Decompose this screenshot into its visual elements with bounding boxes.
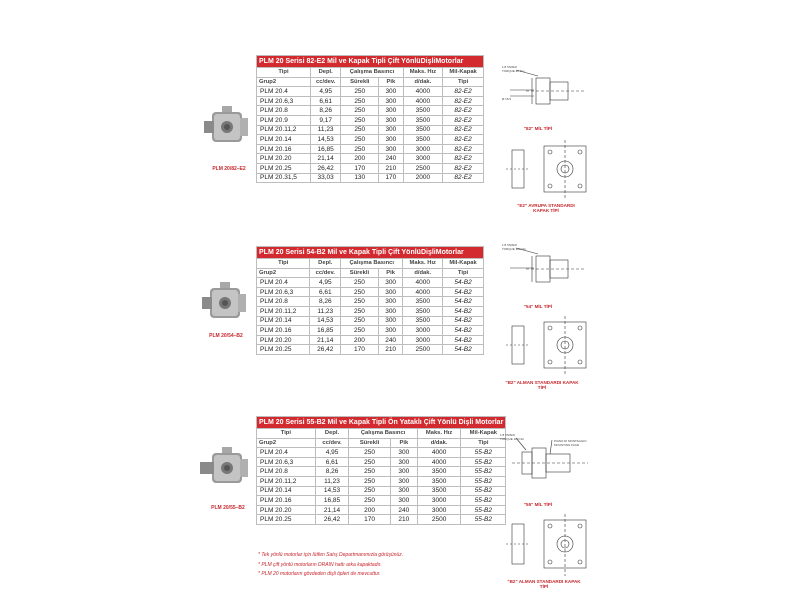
cell-maks-hiz: 3500 bbox=[403, 106, 443, 116]
cell-maks-hiz: 3000 bbox=[403, 326, 443, 336]
cell-tipi: PLM 20.8 bbox=[257, 106, 311, 116]
cell-pik: 300 bbox=[378, 278, 403, 288]
table-title: PLM 20 Serisi 55-B2 Mil ve Kapak Tipli Ön Yataklı Çift Yönlü Dişli Motorlar bbox=[257, 417, 506, 429]
cell-mil-kapak: 54-B2 bbox=[443, 316, 484, 326]
table-row bbox=[257, 345, 484, 355]
cell-maks-hiz: 3000 bbox=[403, 335, 443, 345]
table-row bbox=[257, 496, 506, 506]
cell-depl: 8,26 bbox=[310, 297, 341, 307]
cell-mil-kapak: 55-B2 bbox=[461, 486, 506, 496]
cell-tipi: PLM 20.11,2 bbox=[257, 476, 316, 486]
cell-mil-kapak: 82-E2 bbox=[443, 106, 484, 116]
cell-depl: 33,03 bbox=[310, 173, 340, 183]
cell-pik: 300 bbox=[390, 457, 417, 467]
cell-surekli: 250 bbox=[349, 448, 391, 458]
table-row bbox=[257, 135, 484, 145]
col-pik: Pik bbox=[379, 77, 404, 87]
cell-maks-hiz: 3000 bbox=[403, 154, 443, 164]
col-mil: Mil-Kapak bbox=[443, 68, 484, 78]
group-label: Grup2 bbox=[257, 438, 316, 448]
cell-depl: 8,26 bbox=[310, 106, 340, 116]
cell-maks-hiz: 3500 bbox=[403, 135, 443, 145]
cell-depl: 21,14 bbox=[315, 505, 349, 515]
table-row bbox=[257, 154, 484, 164]
cell-depl: 6,61 bbox=[310, 287, 341, 297]
cell-pik: 300 bbox=[390, 496, 417, 506]
cell-tipi: PLM 20.6,3 bbox=[257, 96, 311, 106]
cell-depl: 11,23 bbox=[310, 125, 340, 135]
cell-surekli: 170 bbox=[349, 515, 391, 525]
cell-depl: 16,85 bbox=[310, 326, 341, 336]
cell-surekli: 200 bbox=[349, 505, 391, 515]
cell-surekli: 250 bbox=[341, 87, 379, 97]
cell-tipi: PLM 20.11,2 bbox=[257, 306, 310, 316]
cell-maks-hiz: 2500 bbox=[417, 515, 461, 525]
cell-tipi: PLM 20.4 bbox=[257, 448, 316, 458]
cell-tipi: PLM 20.16 bbox=[257, 144, 311, 154]
table-row bbox=[257, 144, 484, 154]
shaft-drawing-54 bbox=[496, 238, 592, 304]
motor-photo-82-e2 bbox=[198, 104, 254, 150]
col-calisma: Çalışma Basıncı bbox=[341, 259, 403, 269]
table-row bbox=[257, 87, 484, 97]
col-surekli: Sürekli bbox=[341, 77, 379, 87]
motor-photo-label: PLM 20/54–B2 bbox=[209, 333, 243, 339]
cell-depl: 26,42 bbox=[310, 163, 340, 173]
table-row bbox=[257, 335, 484, 345]
cover-drawing-e2 bbox=[500, 136, 600, 202]
cover-caption: "E2" AVRUPA STANDARDI KAPAK TİPİ bbox=[517, 203, 575, 213]
svg-text:MOUNTING FACE: MOUNTING FACE bbox=[554, 443, 580, 447]
table-row bbox=[257, 96, 484, 106]
cell-tipi: PLM 20.14 bbox=[257, 486, 316, 496]
col-surekli: Sürekli bbox=[349, 438, 391, 448]
cell-depl: 14,53 bbox=[310, 316, 341, 326]
cell-maks-hiz: 3500 bbox=[417, 476, 461, 486]
cell-tipi: PLM 20.6,3 bbox=[257, 457, 316, 467]
cell-surekli: 250 bbox=[349, 476, 391, 486]
col-tipi2: Tipi bbox=[443, 268, 484, 278]
table-row bbox=[257, 125, 484, 135]
cell-surekli: 250 bbox=[341, 96, 379, 106]
table-row bbox=[257, 163, 484, 173]
cell-tipi: PLM 20.20 bbox=[257, 154, 311, 164]
shaft-drawing-55 bbox=[496, 428, 596, 502]
cell-tipi: PLM 20.14 bbox=[257, 135, 311, 145]
cell-maks-hiz: 3000 bbox=[417, 505, 461, 515]
cell-pik: 240 bbox=[379, 154, 404, 164]
table-row bbox=[257, 515, 506, 525]
motor-photo-55-b2 bbox=[198, 445, 254, 491]
cell-surekli: 250 bbox=[349, 457, 391, 467]
cell-pik: 300 bbox=[379, 96, 404, 106]
cell-tipi: PLM 20.9 bbox=[257, 115, 311, 125]
cell-depl: 11,23 bbox=[310, 306, 341, 316]
cell-tipi: PLM 20.4 bbox=[257, 87, 311, 97]
cell-maks-hiz: 2500 bbox=[403, 345, 443, 355]
cell-pik: 210 bbox=[379, 163, 404, 173]
cell-surekli: 250 bbox=[341, 287, 379, 297]
table-row bbox=[257, 448, 506, 458]
cell-mil-kapak: 82-E2 bbox=[443, 163, 484, 173]
table-row bbox=[257, 306, 484, 316]
cell-depl: 6,61 bbox=[310, 96, 340, 106]
cell-depl: 16,85 bbox=[315, 496, 349, 506]
svg-text:TORQUE 100 Nm: TORQUE 100 Nm bbox=[502, 247, 527, 251]
cell-surekli: 130 bbox=[341, 173, 379, 183]
spec-table-82-e2 bbox=[256, 55, 484, 183]
cell-mil-kapak: 54-B2 bbox=[443, 326, 484, 336]
table-title: PLM 20 Serisi 54-B2 Mil ve Kapak Tipli Çift YönlüDişliMotorlar bbox=[257, 247, 484, 259]
col-maks: Maks. Hız bbox=[403, 259, 443, 269]
cell-maks-hiz: 3000 bbox=[403, 144, 443, 154]
cover-caption: "B2" ALMAN STANDARDI KAPAK TİPİ bbox=[505, 380, 579, 390]
cell-surekli: 250 bbox=[341, 316, 379, 326]
cell-depl: 26,42 bbox=[315, 515, 349, 525]
svg-text:TORQUE 100 Nm: TORQUE 100 Nm bbox=[500, 437, 525, 441]
cell-mil-kapak: 82-E2 bbox=[443, 144, 484, 154]
cell-maks-hiz: 2000 bbox=[403, 173, 443, 183]
table-row bbox=[257, 326, 484, 336]
cell-maks-hiz: 3500 bbox=[417, 486, 461, 496]
group-label: Grup2 bbox=[257, 77, 311, 87]
cell-pik: 300 bbox=[390, 467, 417, 477]
cell-tipi: PLM 20.31,5 bbox=[257, 173, 311, 183]
col-depl: Depl. bbox=[315, 429, 349, 439]
svg-text:TORQUE 20 Nm: TORQUE 20 Nm bbox=[502, 69, 525, 73]
cell-tipi: PLM 20.8 bbox=[257, 467, 316, 477]
cover-caption: "B2" ALMAN STANDARDI KAPAK TİPİ bbox=[507, 579, 581, 589]
cell-surekli: 250 bbox=[341, 326, 379, 336]
cell-pik: 300 bbox=[378, 306, 403, 316]
table-title: PLM 20 Serisi 82-E2 Mil ve Kapak Tipli Çift YönlüDişliMotorlar bbox=[257, 56, 484, 68]
cell-surekli: 250 bbox=[349, 467, 391, 477]
cell-mil-kapak: 54-B2 bbox=[443, 297, 484, 307]
cell-tipi: PLM 20.4 bbox=[257, 278, 310, 288]
cell-maks-hiz: 3500 bbox=[403, 306, 443, 316]
cell-surekli: 250 bbox=[341, 144, 379, 154]
cell-mil-kapak: 55-B2 bbox=[461, 467, 506, 477]
cell-maks-hiz: 4000 bbox=[403, 96, 443, 106]
cell-pik: 170 bbox=[379, 173, 404, 183]
cell-depl: 16,85 bbox=[310, 144, 340, 154]
col-maks: Maks. Hız bbox=[417, 429, 461, 439]
cell-maks-hiz: 3500 bbox=[403, 115, 443, 125]
cell-mil-kapak: 54-B2 bbox=[443, 278, 484, 288]
cell-depl: 4,95 bbox=[310, 87, 340, 97]
cell-tipi: PLM 20.20 bbox=[257, 505, 316, 515]
cell-surekli: 250 bbox=[341, 297, 379, 307]
cell-depl: 4,95 bbox=[310, 278, 341, 288]
cell-mil-kapak: 55-B2 bbox=[461, 515, 506, 525]
col-tipi: Tipi bbox=[257, 68, 311, 78]
table-row bbox=[257, 278, 484, 288]
cell-pik: 300 bbox=[379, 144, 404, 154]
table-row bbox=[257, 173, 484, 183]
cell-tipi: PLM 20.25 bbox=[257, 163, 311, 173]
cell-depl: 6,61 bbox=[315, 457, 349, 467]
col-pik: Pik bbox=[390, 438, 417, 448]
cell-maks-hiz: 4000 bbox=[403, 278, 443, 288]
motor-photo-54-b2 bbox=[196, 280, 252, 326]
cell-mil-kapak: 55-B2 bbox=[461, 496, 506, 506]
cell-pik: 300 bbox=[390, 448, 417, 458]
cell-tipi: PLM 20.11,2 bbox=[257, 125, 311, 135]
cell-pik: 300 bbox=[378, 287, 403, 297]
svg-text:Ø 16,5: Ø 16,5 bbox=[502, 97, 512, 101]
cell-surekli: 250 bbox=[341, 135, 379, 145]
cell-maks-hiz: 4000 bbox=[417, 457, 461, 467]
cell-mil-kapak: 82-E2 bbox=[443, 96, 484, 106]
cell-pik: 300 bbox=[379, 135, 404, 145]
cell-mil-kapak: 55-B2 bbox=[461, 476, 506, 486]
cell-maks-hiz: 4000 bbox=[417, 448, 461, 458]
shaft-caption: "54" MİL TİPİ bbox=[523, 304, 553, 309]
table-row bbox=[257, 486, 506, 496]
motor-photo-label: PLM 20/82–E2 bbox=[212, 166, 246, 172]
cell-mil-kapak: 82-E2 bbox=[443, 173, 484, 183]
cell-depl: 26,42 bbox=[310, 345, 341, 355]
col-depl-unit: cc/dev. bbox=[310, 77, 340, 87]
cell-surekli: 200 bbox=[341, 335, 379, 345]
col-calisma: Çalışma Basıncı bbox=[341, 68, 403, 78]
col-surekli: Sürekli bbox=[341, 268, 379, 278]
cell-mil-kapak: 55-B2 bbox=[461, 505, 506, 515]
cell-tipi: PLM 20.16 bbox=[257, 326, 310, 336]
shaft-drawing-82 bbox=[496, 60, 592, 126]
cell-mil-kapak: 55-B2 bbox=[461, 457, 506, 467]
cell-pik: 300 bbox=[378, 316, 403, 326]
table-row bbox=[257, 457, 506, 467]
col-tipi: Tipi bbox=[257, 429, 316, 439]
table-row bbox=[257, 316, 484, 326]
cell-pik: 300 bbox=[378, 326, 403, 336]
cell-maks-hiz: 2500 bbox=[403, 163, 443, 173]
group-label: Grup2 bbox=[257, 268, 310, 278]
col-depl-unit: cc/dev. bbox=[315, 438, 349, 448]
cell-mil-kapak: 55-B2 bbox=[461, 448, 506, 458]
cell-pik: 240 bbox=[390, 505, 417, 515]
cell-maks-hiz: 3000 bbox=[417, 496, 461, 506]
cell-depl: 4,95 bbox=[315, 448, 349, 458]
col-mil: Mil-Kapak bbox=[443, 259, 484, 269]
cell-pik: 240 bbox=[378, 335, 403, 345]
cell-tipi: PLM 20.16 bbox=[257, 496, 316, 506]
cell-mil-kapak: 82-E2 bbox=[443, 115, 484, 125]
cell-surekli: 250 bbox=[341, 115, 379, 125]
cell-maks-hiz: 3500 bbox=[403, 297, 443, 307]
col-dak: d/dak. bbox=[403, 77, 443, 87]
svg-text:PIANO DI MONTAGGIO: PIANO DI MONTAGGIO bbox=[554, 439, 587, 443]
cell-pik: 300 bbox=[390, 476, 417, 486]
cell-mil-kapak: 54-B2 bbox=[443, 287, 484, 297]
cell-maks-hiz: 3500 bbox=[403, 125, 443, 135]
col-dak: d/dak. bbox=[417, 438, 461, 448]
cell-pik: 210 bbox=[390, 515, 417, 525]
cell-depl: 9,17 bbox=[310, 115, 340, 125]
svg-text:1:8 TAPER: 1:8 TAPER bbox=[502, 243, 517, 247]
cell-tipi: PLM 20.25 bbox=[257, 515, 316, 525]
cell-mil-kapak: 54-B2 bbox=[443, 306, 484, 316]
cell-mil-kapak: 82-E2 bbox=[443, 87, 484, 97]
cell-maks-hiz: 4000 bbox=[403, 87, 443, 97]
svg-text:1:8 TAPER: 1:8 TAPER bbox=[500, 433, 515, 437]
col-tipi2: Tipi bbox=[443, 77, 484, 87]
cell-mil-kapak: 54-B2 bbox=[443, 345, 484, 355]
cover-drawing-b2-2 bbox=[500, 510, 600, 580]
cell-surekli: 250 bbox=[341, 306, 379, 316]
cover-drawing-b2 bbox=[500, 312, 600, 378]
cell-pik: 300 bbox=[379, 87, 404, 97]
cell-depl: 8,26 bbox=[315, 467, 349, 477]
cell-surekli: 250 bbox=[349, 496, 391, 506]
col-dak: d/dak. bbox=[403, 268, 443, 278]
table-row bbox=[257, 115, 484, 125]
shaft-caption: "82" MİL TİPİ bbox=[523, 126, 553, 131]
table-row bbox=[257, 476, 506, 486]
col-maks: Maks. Hız bbox=[403, 68, 443, 78]
cell-depl: 11,23 bbox=[315, 476, 349, 486]
cell-depl: 21,14 bbox=[310, 154, 340, 164]
footnote: * PLM çift yönlü motorların DRAIN hattı arka kapaktadır. bbox=[258, 561, 382, 568]
cell-pik: 300 bbox=[379, 125, 404, 135]
cell-maks-hiz: 3500 bbox=[417, 467, 461, 477]
cell-surekli: 170 bbox=[341, 345, 379, 355]
col-calisma: Çalışma Basıncı bbox=[349, 429, 418, 439]
cell-mil-kapak: 54-B2 bbox=[443, 335, 484, 345]
cell-surekli: 200 bbox=[341, 154, 379, 164]
col-pik: Pik bbox=[378, 268, 403, 278]
footnote: * PLM 20 motorların gövdeden dişli tipleri de mevcuttur. bbox=[258, 571, 381, 577]
cell-surekli: 170 bbox=[341, 163, 379, 173]
footnote: * Tek yönlü motorlar için lütfen Satış Departmanımızla görüşünüz. bbox=[258, 552, 404, 558]
cell-tipi: PLM 20.20 bbox=[257, 335, 310, 345]
cell-mil-kapak: 82-E2 bbox=[443, 154, 484, 164]
cell-pik: 300 bbox=[378, 297, 403, 307]
cell-maks-hiz: 4000 bbox=[403, 287, 443, 297]
cell-depl: 14,53 bbox=[315, 486, 349, 496]
cell-surekli: 250 bbox=[341, 125, 379, 135]
cell-surekli: 250 bbox=[341, 106, 379, 116]
col-tipi2: Tipi bbox=[461, 438, 506, 448]
cell-tipi: PLM 20.8 bbox=[257, 297, 310, 307]
cell-tipi: PLM 20.6,3 bbox=[257, 287, 310, 297]
cell-pik: 300 bbox=[379, 115, 404, 125]
cell-depl: 21,14 bbox=[310, 335, 341, 345]
cell-maks-hiz: 3500 bbox=[403, 316, 443, 326]
shaft-caption: "55" MİL TİPİ bbox=[523, 502, 553, 507]
table-row bbox=[257, 505, 506, 515]
col-depl: Depl. bbox=[310, 68, 340, 78]
cell-mil-kapak: 82-E2 bbox=[443, 125, 484, 135]
table-row bbox=[257, 467, 506, 477]
col-depl: Depl. bbox=[310, 259, 341, 269]
cell-surekli: 250 bbox=[349, 486, 391, 496]
col-depl-unit: cc/dev. bbox=[310, 268, 341, 278]
svg-text:1:8 TAPER: 1:8 TAPER bbox=[502, 65, 517, 69]
table-row bbox=[257, 106, 484, 116]
cell-pik: 300 bbox=[390, 486, 417, 496]
spec-table-54-b2 bbox=[256, 246, 484, 355]
motor-photo-label: PLM 20/55–B2 bbox=[211, 505, 245, 511]
cell-surekli: 250 bbox=[341, 278, 379, 288]
cell-mil-kapak: 82-E2 bbox=[443, 135, 484, 145]
cell-tipi: PLM 20.25 bbox=[257, 345, 310, 355]
cell-depl: 14,53 bbox=[310, 135, 340, 145]
col-mil: Mil-Kapak bbox=[461, 429, 506, 439]
spec-table-55-b2 bbox=[256, 416, 506, 525]
cell-tipi: PLM 20.14 bbox=[257, 316, 310, 326]
cell-pik: 210 bbox=[378, 345, 403, 355]
table-row bbox=[257, 287, 484, 297]
footnotes bbox=[258, 551, 403, 580]
table-row bbox=[257, 297, 484, 307]
cell-pik: 300 bbox=[379, 106, 404, 116]
col-tipi: Tipi bbox=[257, 259, 310, 269]
